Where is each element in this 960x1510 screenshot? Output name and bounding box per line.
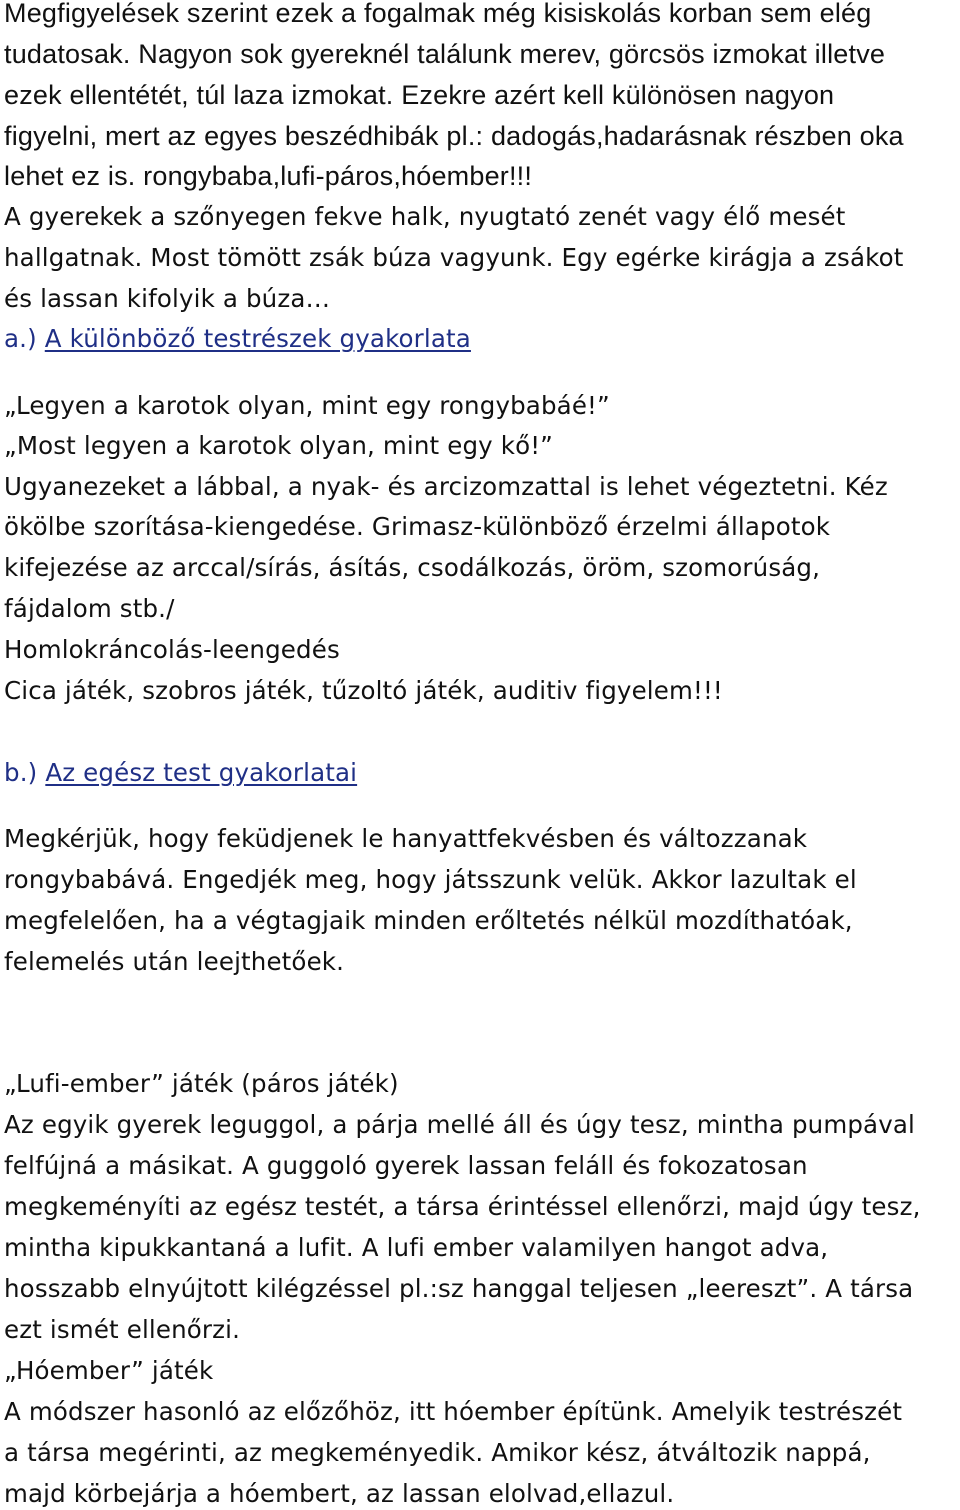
game-title: „Hóember” játék [4, 1356, 214, 1385]
paragraph-line: Megkérjük, hogy feküdjenek le hanyattfekvésben és változzanak [4, 824, 808, 853]
paragraph-line: majd körbejárja a hóembert, az lassan elolvad,ellazul. [4, 1479, 675, 1508]
paragraph-line: rongybabává. Engedjék meg, hogy játsszunk velük. Akkor lazultak el [4, 865, 857, 894]
paragraph-line: megkeményíti az egész testét, a társa érintéssel ellenőrzi, majd úgy tesz, [4, 1192, 921, 1221]
paragraph-line: Homlokráncolás-leengedés [4, 635, 340, 664]
paragraph-line: és lassan kifolyik a búza… [4, 284, 331, 313]
paragraph-line: hallgatnak. Most tömött zsák búza vagyunk. Egy egérke kirágja a zsákot [4, 243, 904, 272]
paragraph-line: Az egyik gyerek leguggol, a párja mellé áll és úgy tesz, mintha pumpával [4, 1110, 915, 1139]
paragraph-line: Megfigyelések szerint ezek a fogalmak még kisiskolás korban sem elég [4, 0, 872, 28]
paragraph-line: fájdalom stb./ [4, 594, 175, 623]
paragraph-line: a társa megérinti, az megkeményedik. Amikor kész, átváltozik nappá, [4, 1438, 871, 1467]
paragraph-line: felemelés után leejthetőek. [4, 947, 345, 976]
section-a-prefix: a.) [4, 324, 37, 353]
game-title: „Lufi-ember” játék (páros játék) [4, 1069, 399, 1098]
paragraph-line: A gyerekek a szőnyegen fekve halk, nyugtató zenét vagy élő mesét [4, 202, 846, 231]
paragraph-line: kifejezése az arccal/sírás, ásítás, csodálkozás, öröm, szomorúság, [4, 553, 821, 582]
paragraph-line: lehet ez is. rongybaba,lufi-páros,hóember!!! [4, 161, 533, 191]
paragraph-line: Cica játék, szobros játék, tűzoltó játék, auditiv figyelem!!! [4, 676, 723, 705]
paragraph-line: ökölbe szorítása-kiengedése. Grimasz-különböző érzelmi állapotok [4, 512, 831, 541]
quote-line: „Legyen a karotok olyan, mint egy rongybabáé!” [4, 391, 610, 420]
paragraph-line: ezek ellentétét, túl laza izmokat. Ezekre azért kell különösen nagyon [4, 80, 835, 110]
section-heading-b [4, 757, 357, 789]
paragraph-line: hosszabb elnyújtott kilégzéssel pl.:sz hanggal teljesen „leereszt”. A társa [4, 1274, 914, 1303]
quote-line: „Most legyen a karotok olyan, mint egy kő!” [4, 431, 554, 460]
paragraph-line: Ugyanezeket a lábbal, a nyak- és arcizomzattal is lehet végeztetni. Kéz [4, 472, 888, 501]
section-a-link[interactable]: A különböző testrészek gyakorlata [44, 324, 471, 353]
paragraph-line: megfelelően, ha a végtagjaik minden erőltetés nélkül mozdíthatóak, [4, 906, 853, 935]
section-heading-a [4, 323, 471, 355]
paragraph-line: mintha kipukkantaná a lufit. A lufi ember valamilyen hangot adva, [4, 1233, 829, 1262]
paragraph-line: felfújná a másikat. A guggoló gyerek lassan feláll és fokozatosan [4, 1151, 808, 1180]
paragraph-line: figyelni, mert az egyes beszédhibák pl.: dadogás,hadarásnak részben oka [4, 121, 904, 151]
paragraph-line: tudatosak. Nagyon sok gyereknél találunk merev, görcsös izmokat illetve [4, 39, 886, 69]
paragraph-line: A módszer hasonló az előzőhöz, itt hóember építünk. Amelyik testrészét [4, 1397, 903, 1426]
paragraph-line: ezt ismét ellenőrzi. [4, 1315, 241, 1344]
section-b-prefix: b.) [4, 758, 38, 787]
section-b-link[interactable]: Az egész test gyakorlatai [45, 758, 358, 787]
